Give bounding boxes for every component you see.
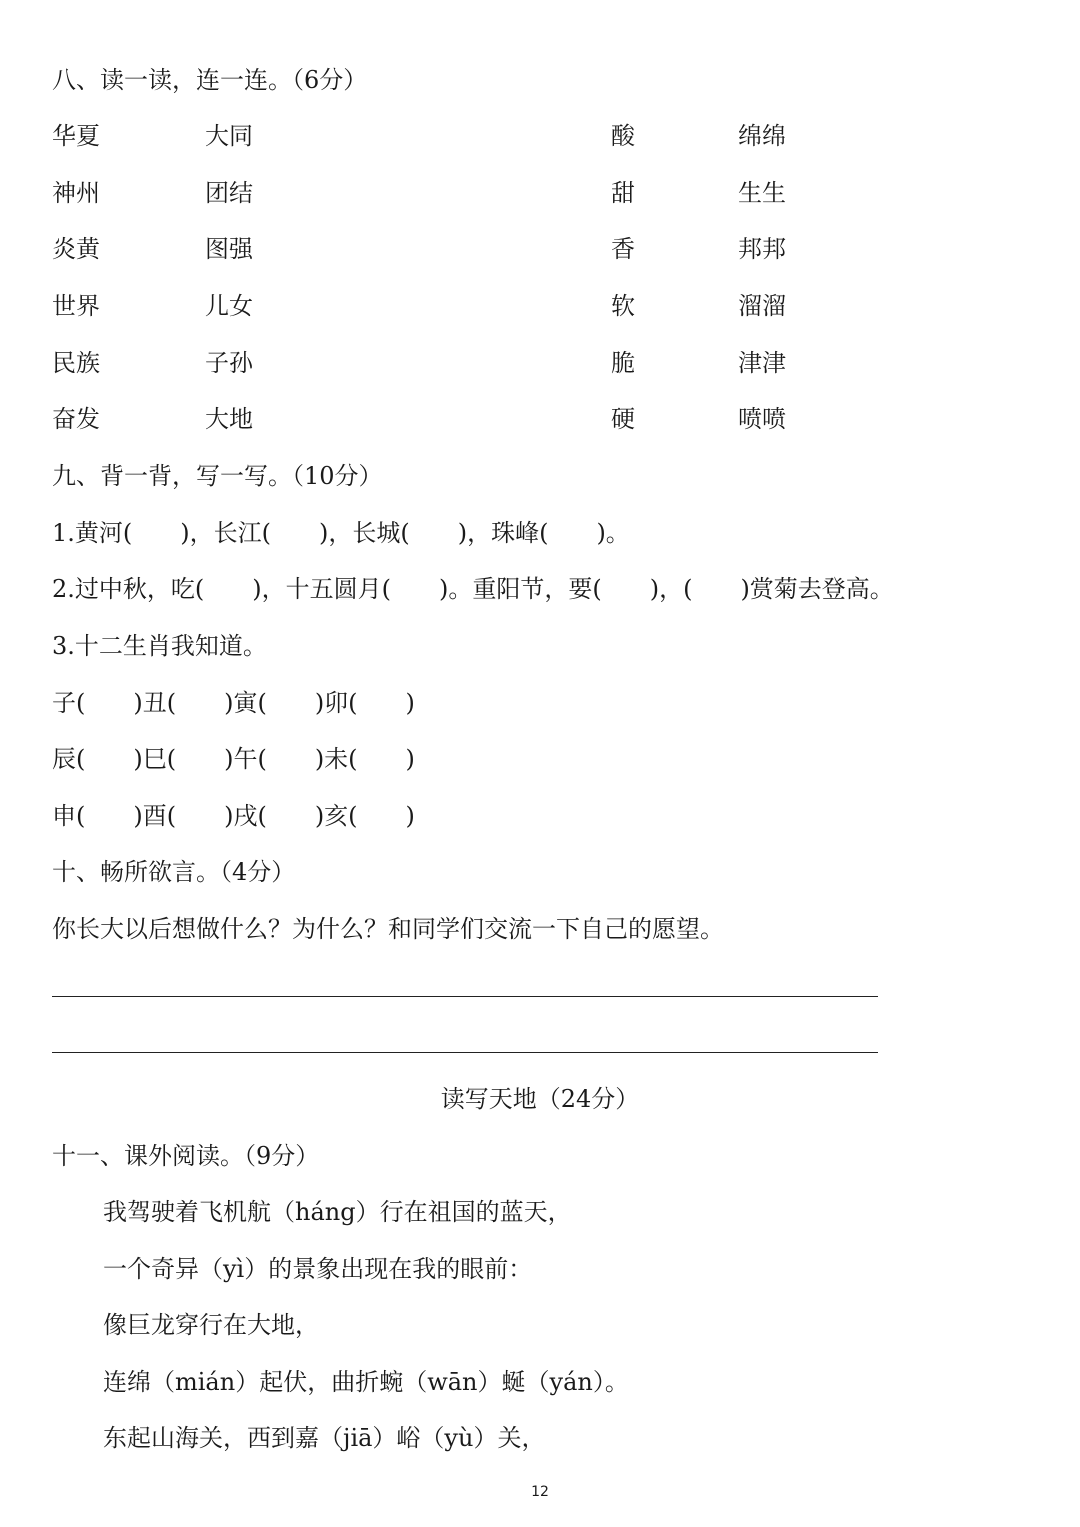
match-item: 团结 [205,179,253,207]
passage-line: 我驾驶着飞机航（háng）行在祖国的蓝天， [103,1198,572,1226]
match-item: 大同 [205,122,253,150]
match-item: 大地 [205,405,253,433]
match-item: 邦邦 [738,235,786,263]
match-item: 绵绵 [738,122,786,150]
match-item: 华夏 [52,122,100,150]
passage-line: 连绵（mián）起伏，曲折蜿（wān）蜒（yán）。 [103,1368,629,1396]
zodiac-row: 辰( )巳( )午( )未( ) [52,745,415,773]
answer-line[interactable] [52,1052,878,1053]
match-item: 甜 [611,179,635,207]
match-item: 香 [611,235,635,263]
match-item: 世界 [52,292,100,320]
section-11-title: 十一、课外阅读。（9分） [52,1142,320,1170]
passage-line: 像巨龙穿行在大地， [103,1311,319,1339]
question-2: 2.过中秋，吃( )，十五圆月( )。重阳节，要( )，( )赏菊去登高。 [52,575,894,603]
section-8-title: 八、读一读，连一连。（6分） [52,66,368,94]
question-3: 3.十二生肖我知道。 [52,632,267,660]
match-item: 子孙 [205,349,253,377]
passage-line: 东起山海关，西到嘉（jiā）峪（yù）关， [103,1424,546,1452]
match-item: 图强 [205,235,253,263]
match-item: 酸 [611,122,635,150]
match-item: 脆 [611,349,635,377]
zodiac-row: 子( )丑( )寅( )卯( ) [52,689,415,717]
match-item: 炎黄 [52,235,100,263]
match-item: 软 [611,292,635,320]
match-item: 奋发 [52,405,100,433]
match-item: 儿女 [205,292,253,320]
match-item: 神州 [52,179,100,207]
passage-line: 一个奇异（yì）的景象出现在我的眼前： [103,1255,533,1283]
match-item: 喷喷 [738,405,786,433]
part-heading: 读写天地（24分） [440,1085,640,1113]
match-item: 民族 [52,349,100,377]
section-10-prompt: 你长大以后想做什么？为什么？和同学们交流一下自己的愿望。 [52,915,724,943]
match-item: 津津 [738,349,786,377]
match-item: 生生 [738,179,786,207]
section-10-title: 十、畅所欲言。（4分） [52,858,296,886]
question-1: 1.黄河( )，长江( )，长城( )，珠峰( )。 [52,519,630,547]
section-9-title: 九、背一背，写一写。（10分） [52,462,383,490]
match-item: 硬 [611,405,635,433]
zodiac-row: 申( )酉( )戌( )亥( ) [52,802,415,830]
page-number: 12 [531,1484,549,1500]
answer-line[interactable] [52,996,878,997]
match-item: 溜溜 [738,292,786,320]
